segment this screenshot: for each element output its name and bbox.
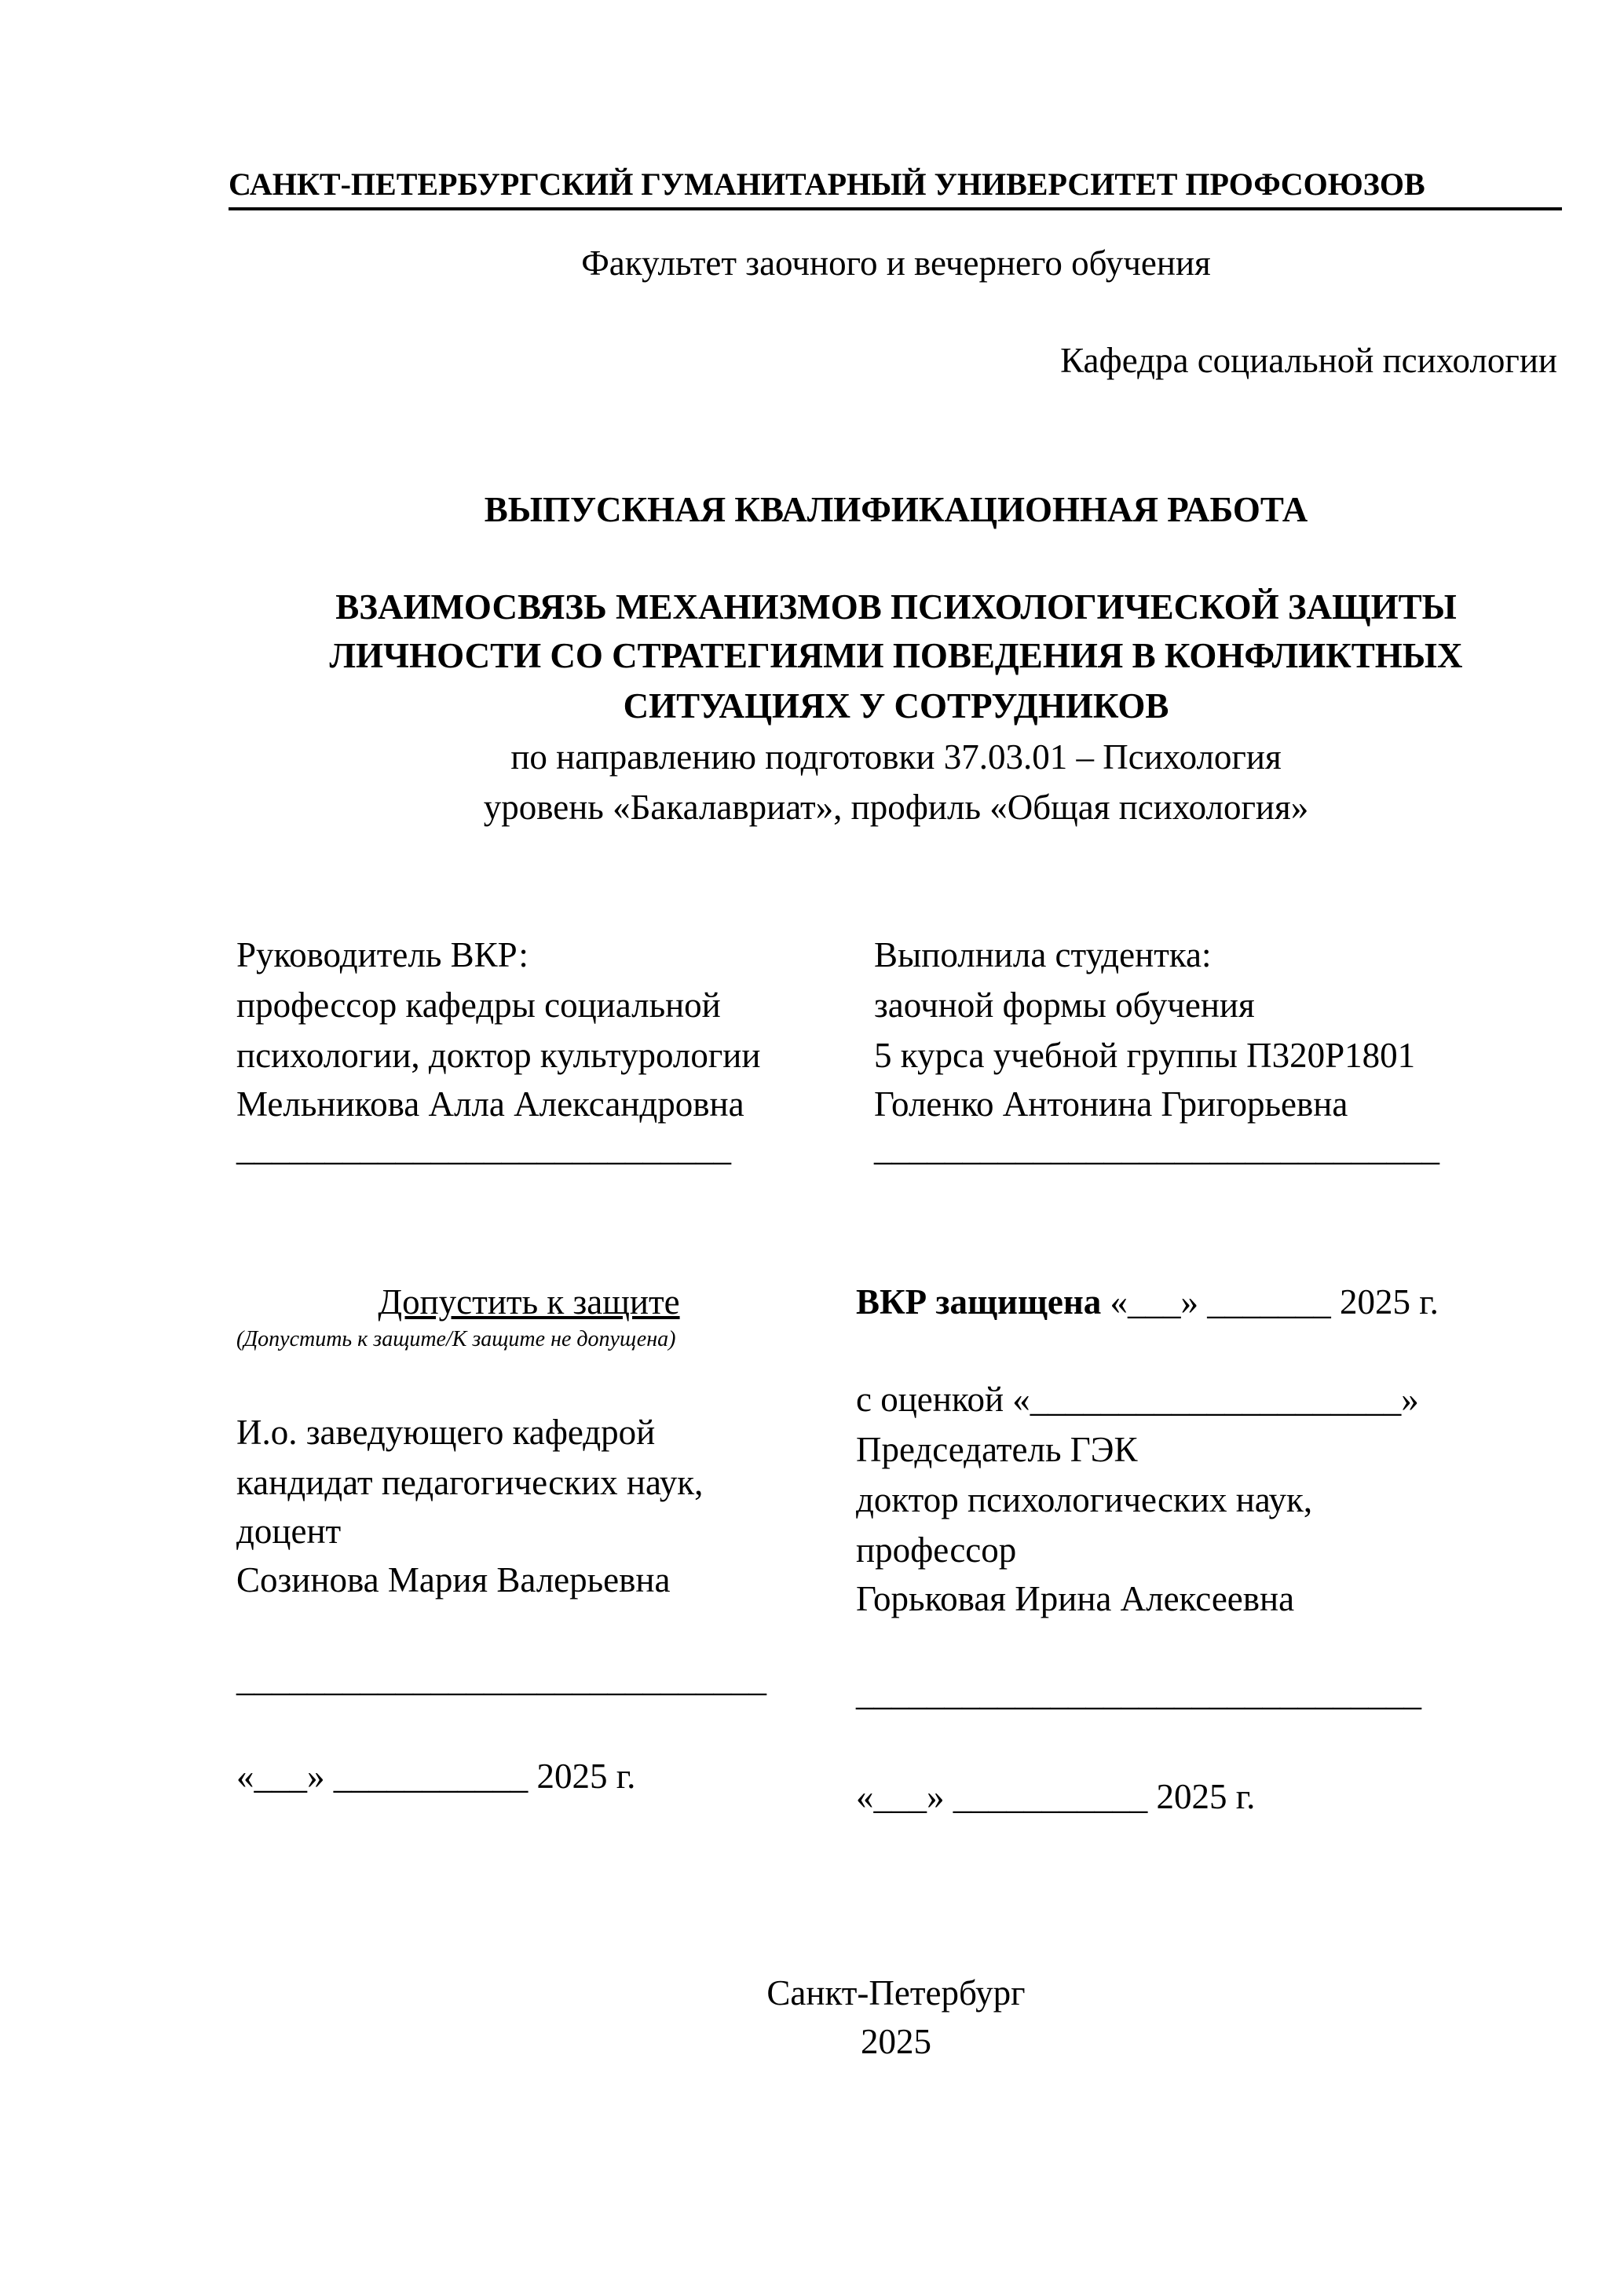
defense-label: ВКР защищена: [856, 1282, 1102, 1322]
supervisor-line: профессор кафедры социальной: [236, 985, 721, 1025]
level-profile: уровень «Бакалавриат», профиль «Общая психология»: [483, 788, 1309, 827]
topic-line-2: ЛИЧНОСТИ СО СТРАТЕГИЯМИ ПОВЕДЕНИЯ В КОНФЛИКТНЫХ: [329, 636, 1463, 675]
chair-line: доктор психологических наук,: [856, 1480, 1313, 1519]
chair-name: Горьковая Ирина Алексеевна: [856, 1579, 1295, 1618]
admission-decision: Допустить к защите: [378, 1282, 680, 1322]
student-line: 5 курса учебной группы П320Р1801: [874, 1036, 1416, 1075]
university-name: САНКТ-ПЕТЕРБУРГСКИЙ ГУМАНИТАРНЫЙ УНИВЕРСИТЕТ ПРОФСОЮЗОВ: [229, 166, 1425, 202]
defense-grade: с оценкой «_____________________»: [856, 1380, 1419, 1419]
year: 2025: [861, 2022, 931, 2061]
supervisor-signature-line: ____________________________: [236, 1128, 731, 1168]
chair-date: «___» ___________ 2025 г.: [856, 1777, 1256, 1816]
supervisor-line: психологии, доктор культурологии: [236, 1036, 761, 1075]
head-line: И.о. заведующего кафедрой: [236, 1413, 656, 1452]
student-signature-line: ________________________________: [874, 1128, 1439, 1168]
topic-line-1: ВЗАИМОСВЯЗЬ МЕХАНИЗМОВ ПСИХОЛОГИЧЕСКОЙ ЗАЩИТЫ: [335, 587, 1457, 627]
head-signature-line: ______________________________: [236, 1659, 766, 1698]
admission-hint: (Допустить к защите/К защите не допущена): [236, 1327, 676, 1351]
head-line: доцент: [236, 1512, 342, 1551]
student-line: заочной формы обучения: [874, 985, 1255, 1025]
defense-date: «___» _______ 2025 г.: [1101, 1282, 1439, 1322]
head-line: кандидат педагогических наук,: [236, 1463, 704, 1502]
work-type: ВЫПУСКНАЯ КВАЛИФИКАЦИОННАЯ РАБОТА: [484, 490, 1308, 529]
chair-line: профессор: [856, 1530, 1017, 1570]
head-name: Созинова Мария Валерьевна: [236, 1560, 671, 1600]
supervisor-line: Руководитель ВКР:: [236, 935, 529, 974]
chair-signature-line: ________________________________: [856, 1673, 1421, 1713]
faculty-name: Факультет заочного и вечернего обучения: [581, 243, 1211, 283]
chair-line: Председатель ГЭК: [856, 1430, 1138, 1469]
student-name: Голенко Антонина Григорьевна: [874, 1084, 1348, 1124]
student-line: Выполнила студентка:: [874, 935, 1212, 974]
header-rule: [229, 207, 1562, 210]
topic-line-3: СИТУАЦИЯХ У СОТРУДНИКОВ: [623, 686, 1169, 726]
city: Санкт-Петербург: [766, 1973, 1026, 2013]
direction: по направлению подготовки 37.03.01 – Психология: [510, 737, 1282, 777]
defense-status: [856, 1277, 1439, 1327]
department-name: Кафедра социальной психологии: [1060, 341, 1557, 380]
admission-date: «___» ___________ 2025 г.: [236, 1757, 636, 1796]
supervisor-name: Мельникова Алла Александровна: [236, 1084, 744, 1124]
